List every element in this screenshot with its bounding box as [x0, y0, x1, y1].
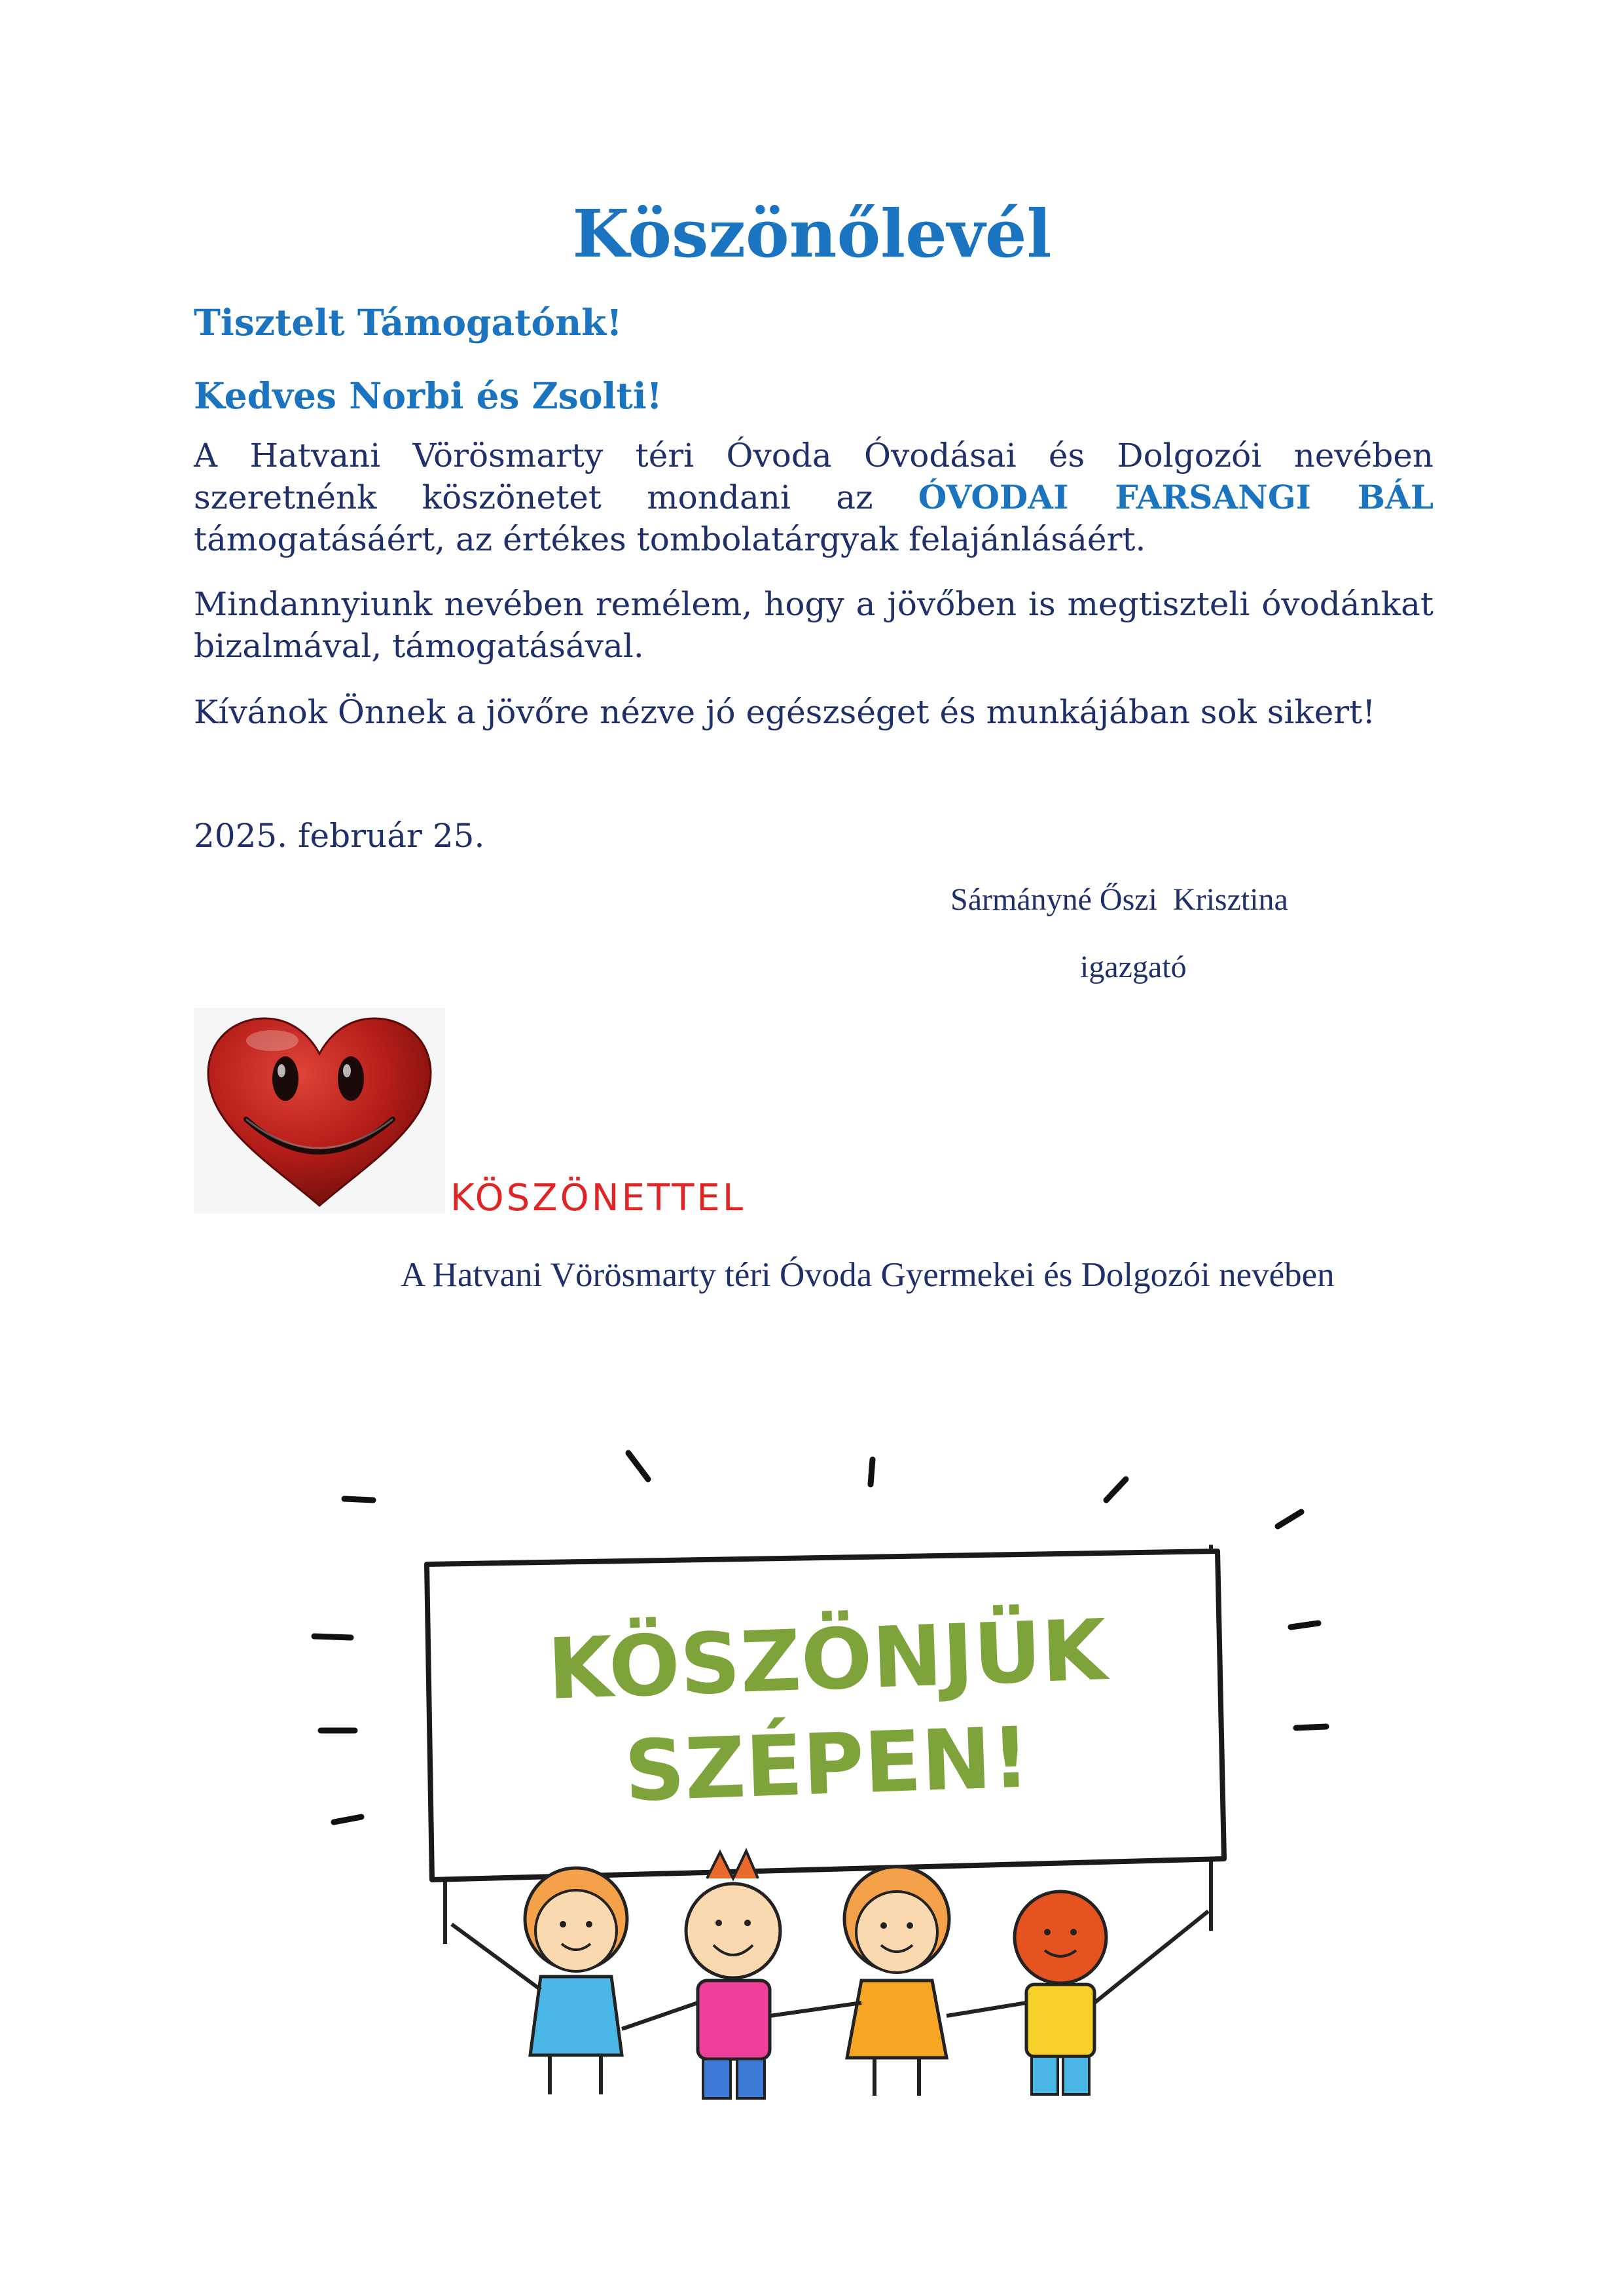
child-4 [947, 1892, 1208, 2094]
signature-role: igazgató [1080, 950, 1187, 984]
closing-from-line: A Hatvani Vörösmarty téri Óvoda Gyermekei és Dolgozói nevében [401, 1256, 1335, 1294]
signature-name: Sármányné Őszi Krisztina [950, 882, 1288, 917]
child-3 [770, 1867, 949, 2096]
banner-board [427, 1551, 1224, 1880]
paragraph-thanks [194, 435, 1434, 560]
banner-line2: SZÉPEN! [623, 1709, 1032, 1821]
child-1 [452, 1868, 627, 2094]
smiling-heart-image [194, 1008, 445, 1213]
paragraph-thanks-start: A Hatvani Vörösmarty téri Óvoda Óvodásai és Dolgozói nevében szeretnénk köszönetet mondani az [194, 437, 1434, 516]
event-name: ÓVODAI FARSANGI BÁL [918, 478, 1434, 516]
letter-date: 2025. február 25. [194, 817, 485, 855]
thanks-signoff: KÖSZÖNETTEL [450, 1177, 746, 1219]
heart-icon [194, 1008, 445, 1213]
paragraph-hope: Mindannyiunk nevében remélem, hogy a jövőben is megtiszteli óvodánkat bizalmával, támogatásával. [194, 585, 1434, 665]
greeting-names: Kedves Norbi és Zsolti! [194, 374, 662, 417]
banner-line1: KÖSZÖNJÜK [546, 1602, 1108, 1719]
paragraph-thanks-end: támogatásáért, az értékes tombolatárgyak felajánlásáért. [194, 520, 1146, 558]
paragraph-wishes: Kívánok Önnek a jövőre nézve jó egészséget és munkájában sok sikert! [194, 693, 1376, 731]
thank-you-banner-illustration [288, 1427, 1348, 2114]
child-2 [622, 1851, 780, 2098]
letter-title: Köszönőlevél [572, 195, 1052, 272]
greeting-supporter: Tisztelt Támogatónk! [194, 301, 623, 344]
